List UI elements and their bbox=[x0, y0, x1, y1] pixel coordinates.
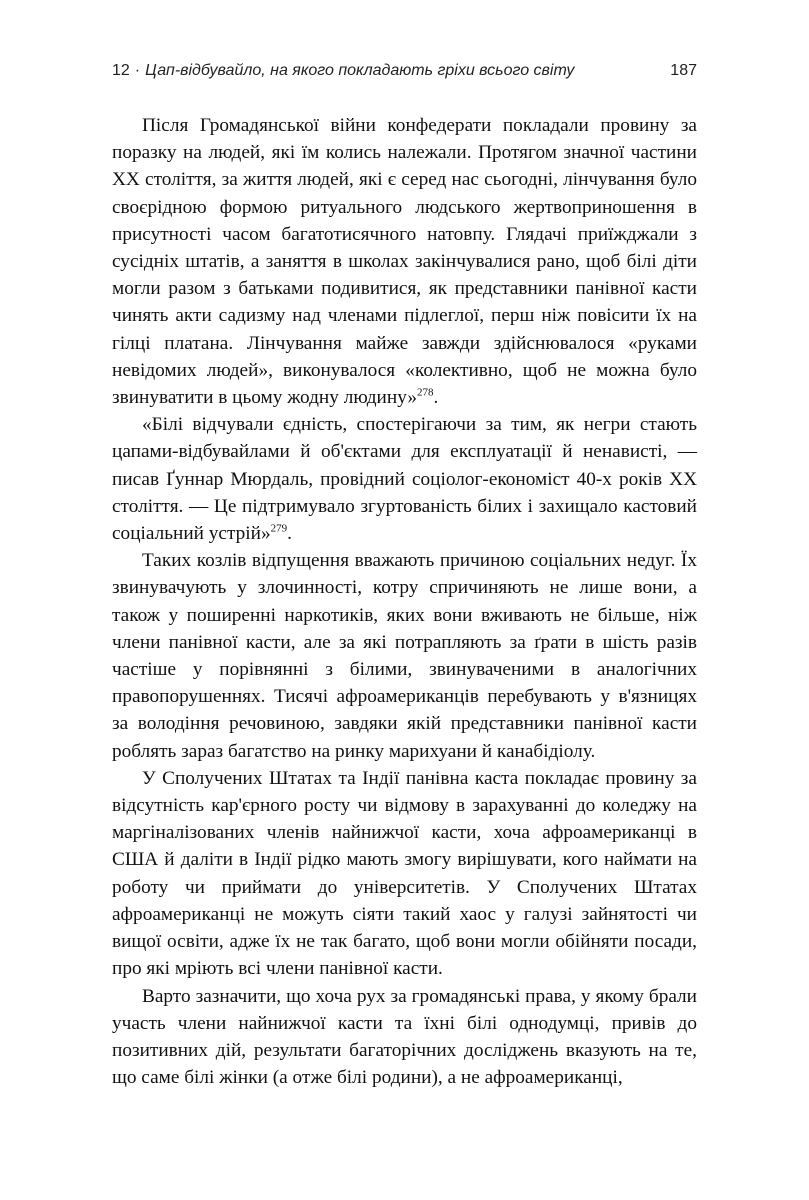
paragraph-text: «Білі відчували єдність, спостерігаючи за тим, як негри стають цапами-відбувайлами й об'єктами для експлуатації й ненависті, — писав Ґуннар Мюрдаль, провідний соціолог-економіст 40-х років XX століття. — Це підтримувало згуртованість білих і захищало кастовий соціальний устрій» bbox=[112, 414, 697, 545]
paragraph bbox=[112, 765, 697, 983]
running-header bbox=[112, 62, 697, 92]
paragraph bbox=[112, 983, 697, 1092]
paragraph bbox=[112, 112, 697, 411]
paragraph-text: Після Громадянської війни конфедерати покладали провину за поразку на людей, які їм колись належали. Протягом значної частини XX століття, за життя людей, які є серед нас сьогодні, лінчування було своєрідною формою ритуального людського жертвоприношення в присутності часом багатотисячного натовпу. Глядачі приїжджали з сусідніх штатів, а заняття в школах закінчувалися рано, щоб білі діти могли разом з батьками подивитися, як представники панівної касти чинять акти садизму над членами підлеглої, перш ніж повісити їх на гілці платана. Лінчування майже завжди здійснювалося «руками невідомих людей», виконувалося «колективно, щоб не можна було звинуватити в цьому жодну людину» bbox=[112, 115, 697, 409]
paragraph bbox=[112, 547, 697, 765]
page-number: 187 bbox=[670, 62, 697, 79]
body-text bbox=[112, 112, 697, 1091]
paragraph-text: Таких козлів відпущення вважають причиною соціальних недуг. Їх звинувачують у злочинності, котру спричиняють не лише вони, а також у поширенні наркотиків, яких вони вживають не більше, ніж члени панівної касти, але за які потрапляють за ґрати в шість разів частіше у порівнянні з білими, звинуваченими в аналогічних правопорушеннях. Тисячі афроамериканців перебувають у в'язницях за володіння речовиною, завдяки якій представники панівної касти роблять зараз багатство на ринку марихуани й канабідіолу. bbox=[112, 550, 697, 762]
footnote-ref[interactable]: 279 bbox=[270, 522, 288, 535]
chapter-title: Цап-відбувайло, на якого покладають гріхи всього світу bbox=[145, 62, 575, 79]
footnote-ref[interactable]: 278 bbox=[416, 386, 434, 399]
paragraph-text: Варто зазначити, що хоча рух за громадянські права, у якому брали участь члени найнижчої касти та їхні білі однодумці, привів до позитивних дій, результати багаторічних досліджень вказують на те, що саме білі жінки (а отже білі родини), а не афроамериканці, bbox=[112, 985, 697, 1089]
header-separator: · bbox=[134, 62, 141, 79]
paragraph bbox=[112, 411, 697, 547]
paragraph-tail: . bbox=[433, 387, 439, 409]
chapter-number: 12 bbox=[112, 62, 130, 79]
paragraph-text: У Сполучених Штатах та Індії панівна каста покладає провину за відсутність кар'єрного росту чи відмову в зарахуванні до коледжу на маргіналізованих членів найнижчої касти, хоча афроамериканці в США й даліти в Індії рідко мають змогу вирішувати, кого наймати на роботу чи приймати до університетів. У Сполучених Штатах афроамериканці не можуть сіяти такий хаос у галузі зайнятості чи вищої освіти, адже їх не так багато, щоб вони могли обійняти посади, про які мріють всі члени панівної касти. bbox=[112, 767, 697, 980]
chapter-heading bbox=[112, 62, 574, 80]
paragraph-tail: . bbox=[287, 523, 292, 545]
